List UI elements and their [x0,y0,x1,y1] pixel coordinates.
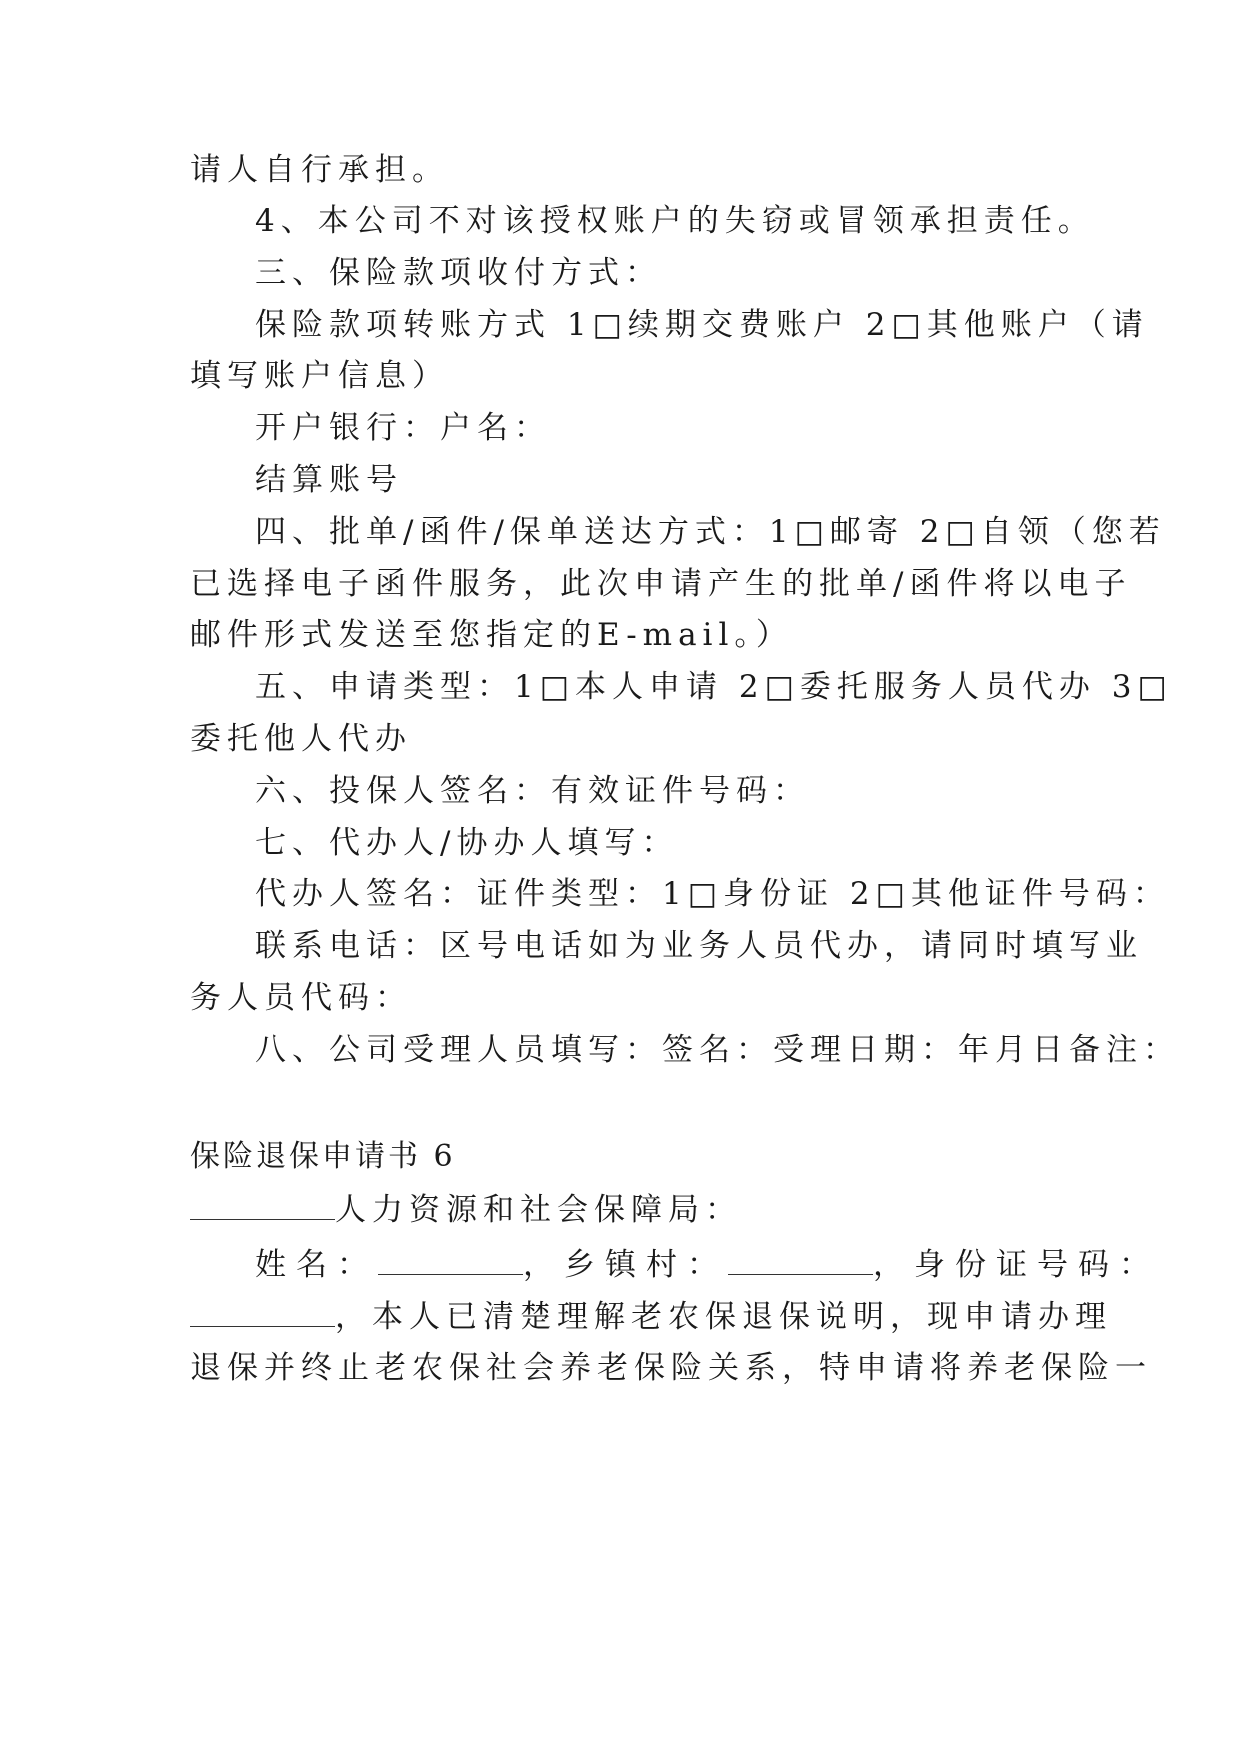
section-heading-4: 四、批单/函件/保单送达方式：1□邮寄 2□自领（您若 [255,514,1166,550]
agency-blank [190,1189,335,1220]
id-number-blank [190,1296,335,1327]
text-line: 请人自行承担。 [190,152,449,188]
applicant-info-line [255,1244,1160,1285]
id-label: ，身份证号码： [873,1247,1160,1283]
section-heading-6: 六、投保人签名：有效证件号码： [255,773,810,809]
name-label: 姓名： [255,1247,378,1283]
text-line: 代办人签名：证件类型：1□身份证 2□其他证件号码： [255,876,1170,912]
text-line: 务人员代码： [190,980,412,1016]
section-heading-8: 八、公司受理人员填写：签名：受理日期：年月日备注： [255,1032,1180,1068]
body-text: ，本人已清楚理解老农保退保说明，现申请办理 [335,1299,1112,1335]
text-line: 结算账号 [255,462,403,498]
village-label: ，乡镇村： [523,1247,728,1283]
text-line: 联系电话：区号电话如为业务人员代办，请同时填写业 [255,928,1143,964]
text-line: 保险款项转账方式 1□续期交费账户 2□其他账户（请 [255,307,1149,343]
text-line: 退保并终止老农保社会养老保险关系，特申请将养老保险一 [190,1350,1152,1386]
addressee-line [190,1189,1070,1230]
name-blank [378,1244,523,1275]
text-line: 邮件形式发送至您指定的E-mail。） [190,617,793,653]
section-heading-5: 五、申请类型：1□本人申请 2□委托服务人员代办 3□ [255,669,1173,705]
text-line: 4、本公司不对该授权账户的失窃或冒领承担责任。 [255,203,1095,239]
text-line: 委托他人代办 [190,721,412,757]
section-heading-3: 三、保险款项收付方式： [255,255,662,291]
text-line: 开户银行：户名： [255,410,551,446]
text-line: 已选择电子函件服务，此次申请产生的批单/函件将以电子 [190,566,1132,602]
village-blank [728,1244,873,1275]
text-line: 填写账户信息） [190,358,449,394]
document-title: 保险退保申请书 6 [190,1139,456,1174]
section-heading-7: 七、代办人/协办人填写： [255,825,679,861]
body-line [190,1296,1112,1337]
addressee-suffix: 人力资源和社会保障局： [335,1192,742,1228]
